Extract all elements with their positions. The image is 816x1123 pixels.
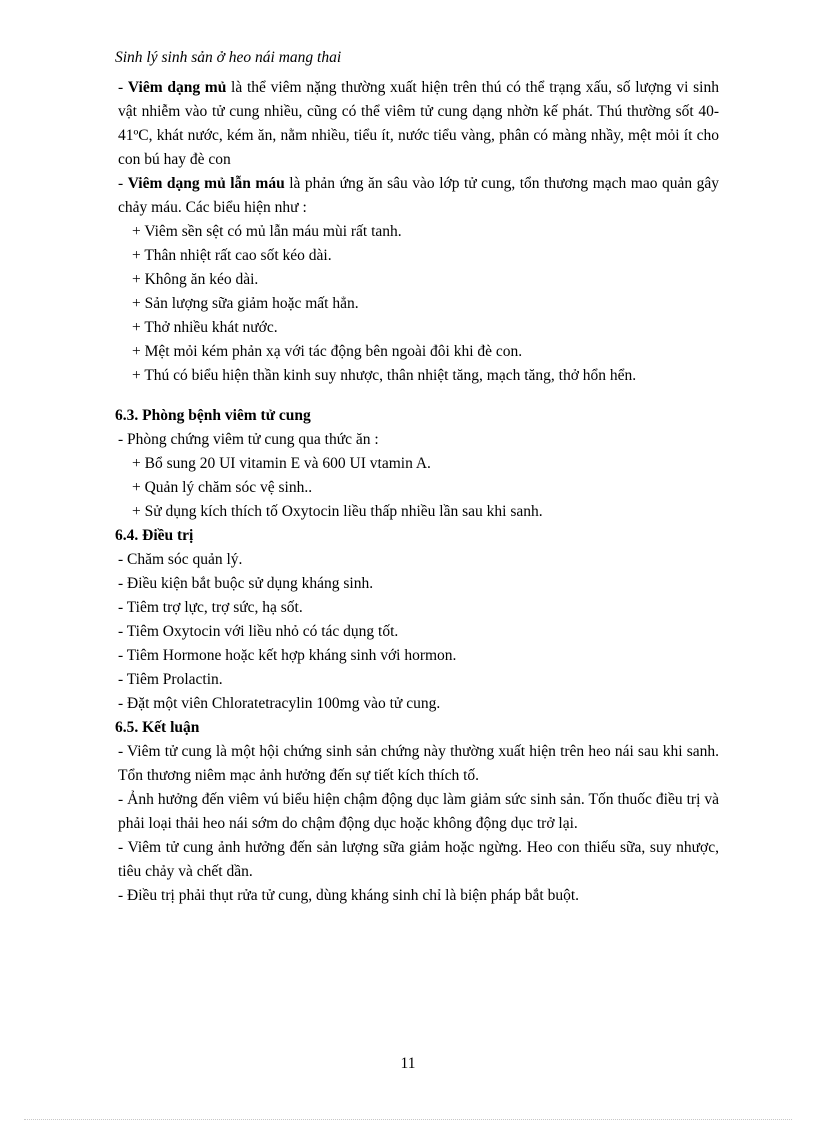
paragraph-viem-dang-mu: - Viêm dạng mủ là thể viêm nặng thường xuất hiện trên thú có thể trạng xấu, số lượng vi sinh vật nhiễm vào tử cung nhiều, cũng có thể viêm tử cung dạng nhờn kế phát. Thú thường sốt 40-41ºC, khát nước, kém ăn, nằm nhiều, tiểu ít, nước tiểu vàng, phân có màng nhầy, mệt mỏi ít cho con bú hay đè con xyxy=(118,79,719,168)
list-item: - Tiêm trợ lực, trợ sức, hạ sốt. xyxy=(118,599,303,616)
list-item: - Tiêm Prolactin. xyxy=(118,671,223,688)
term-viem-dang-mu-lan-mau: Viêm dạng mủ lẫn máu xyxy=(127,175,285,192)
list-item: + Mệt mỏi kém phản xạ với tác động bên ngoài đôi khi đè con. xyxy=(132,343,523,360)
page-number: 11 xyxy=(400,1055,416,1072)
list-item: + Thở nhiều khát nước. xyxy=(132,319,278,336)
list-item: + Thú có biểu hiện thần kinh suy nhược, thân nhiệt tăng, mạch tăng, thở hổn hển. xyxy=(132,367,637,384)
paragraph-text: là phản ứng ăn sâu vào lớp tử cung, tổn thương mạch mao quản gây chảy máu. Các biểu hiện như : xyxy=(118,175,719,216)
list-item: - Điều kiện bắt buộc sử dụng kháng sinh. xyxy=(118,575,374,592)
list-item: + Sản lượng sữa giảm hoặc mất hẳn. xyxy=(132,295,359,312)
list-item: + Quản lý chăm sóc vệ sinh.. xyxy=(132,479,313,496)
conclusion-paragraph: - Viêm tử cung là một hội chứng sinh sản chứng này thường xuất hiện trên heo nái sau khi sanh. Tổn thương niêm mạc ảnh hưởng đến sự tiết kích thích tố. xyxy=(118,743,719,784)
list-item: - Chăm sóc quản lý. xyxy=(118,551,243,568)
conclusion-paragraph: - Điều trị phải thụt rửa tử cung, dùng kháng sinh chỉ là biện pháp bắt buột. xyxy=(118,887,580,904)
list-item: + Viêm sền sệt có mủ lẫn máu mùi rất tanh. xyxy=(132,223,402,240)
list-item: - Phòng chứng viêm tử cung qua thức ăn : xyxy=(118,431,379,448)
running-header: Sinh lý sinh sản ở heo nái mang thai xyxy=(115,49,342,66)
section-heading-dieu-tri: 6.4. Điều trị xyxy=(115,527,194,544)
paragraph-text: là thể viêm nặng thường xuất hiện trên thú có thể trạng xấu, số lượng vi sinh vật nhiễm vào tử cung nhiều, cũng có thể viêm tử cung dạng nhờn kế phát. Thú thường sốt 40-41ºC, khát nước, kém ăn, nằm nhiều, tiểu ít, nước tiểu vàng, phân có màng nhầy, mệt mỏi ít cho con bú hay đè con xyxy=(118,79,719,168)
paragraph-viem-dang-mu-lan-mau: - Viêm dạng mủ lẫn máu là phản ứng ăn sâu vào lớp tử cung, tổn thương mạch mao quản gây chảy máu. Các biểu hiện như : xyxy=(118,175,719,216)
symptom-list xyxy=(115,220,719,388)
conclusion-paragraph: - Viêm tử cung ảnh hưởng đến sản lượng sữa giảm hoặc ngừng. Heo con thiếu sữa, suy nhược, tiêu chảy và chết dần. xyxy=(118,839,719,880)
term-viem-dang-mu: Viêm dạng mủ xyxy=(127,79,227,96)
page-content xyxy=(115,76,719,908)
conclusion-paragraph: - Ảnh hưởng đến viêm vú biểu hiện chậm động dục làm giảm sức sinh sản. Tốn thuốc điều trị và phải loại thải heo nái sớm do chậm động dục hoặc không động dục trở lại. xyxy=(118,791,719,832)
list-item: - Tiêm Hormone hoặc kết hợp kháng sinh với hormon. xyxy=(118,647,457,664)
list-item: + Thân nhiệt rất cao sốt kéo dài. xyxy=(132,247,332,264)
section-heading-ket-luan: 6.5. Kết luận xyxy=(115,719,200,736)
list-item: + Bổ sung 20 UI vitamin E và 600 UI vtamin A. xyxy=(132,455,431,472)
list-item: - Đặt một viên Chloratetracylin 100mg vào tử cung. xyxy=(118,695,441,712)
section-heading-phong-benh: 6.3. Phòng bệnh viêm tử cung xyxy=(115,407,311,424)
list-item: + Sử dụng kích thích tố Oxytocin liều thấp nhiều lần sau khi sanh. xyxy=(132,503,543,520)
list-item: + Không ăn kéo dài. xyxy=(132,271,259,288)
page-bottom-border xyxy=(24,1119,792,1120)
list-item: - Tiêm Oxytocin với liều nhỏ có tác dụng tốt. xyxy=(118,623,399,640)
